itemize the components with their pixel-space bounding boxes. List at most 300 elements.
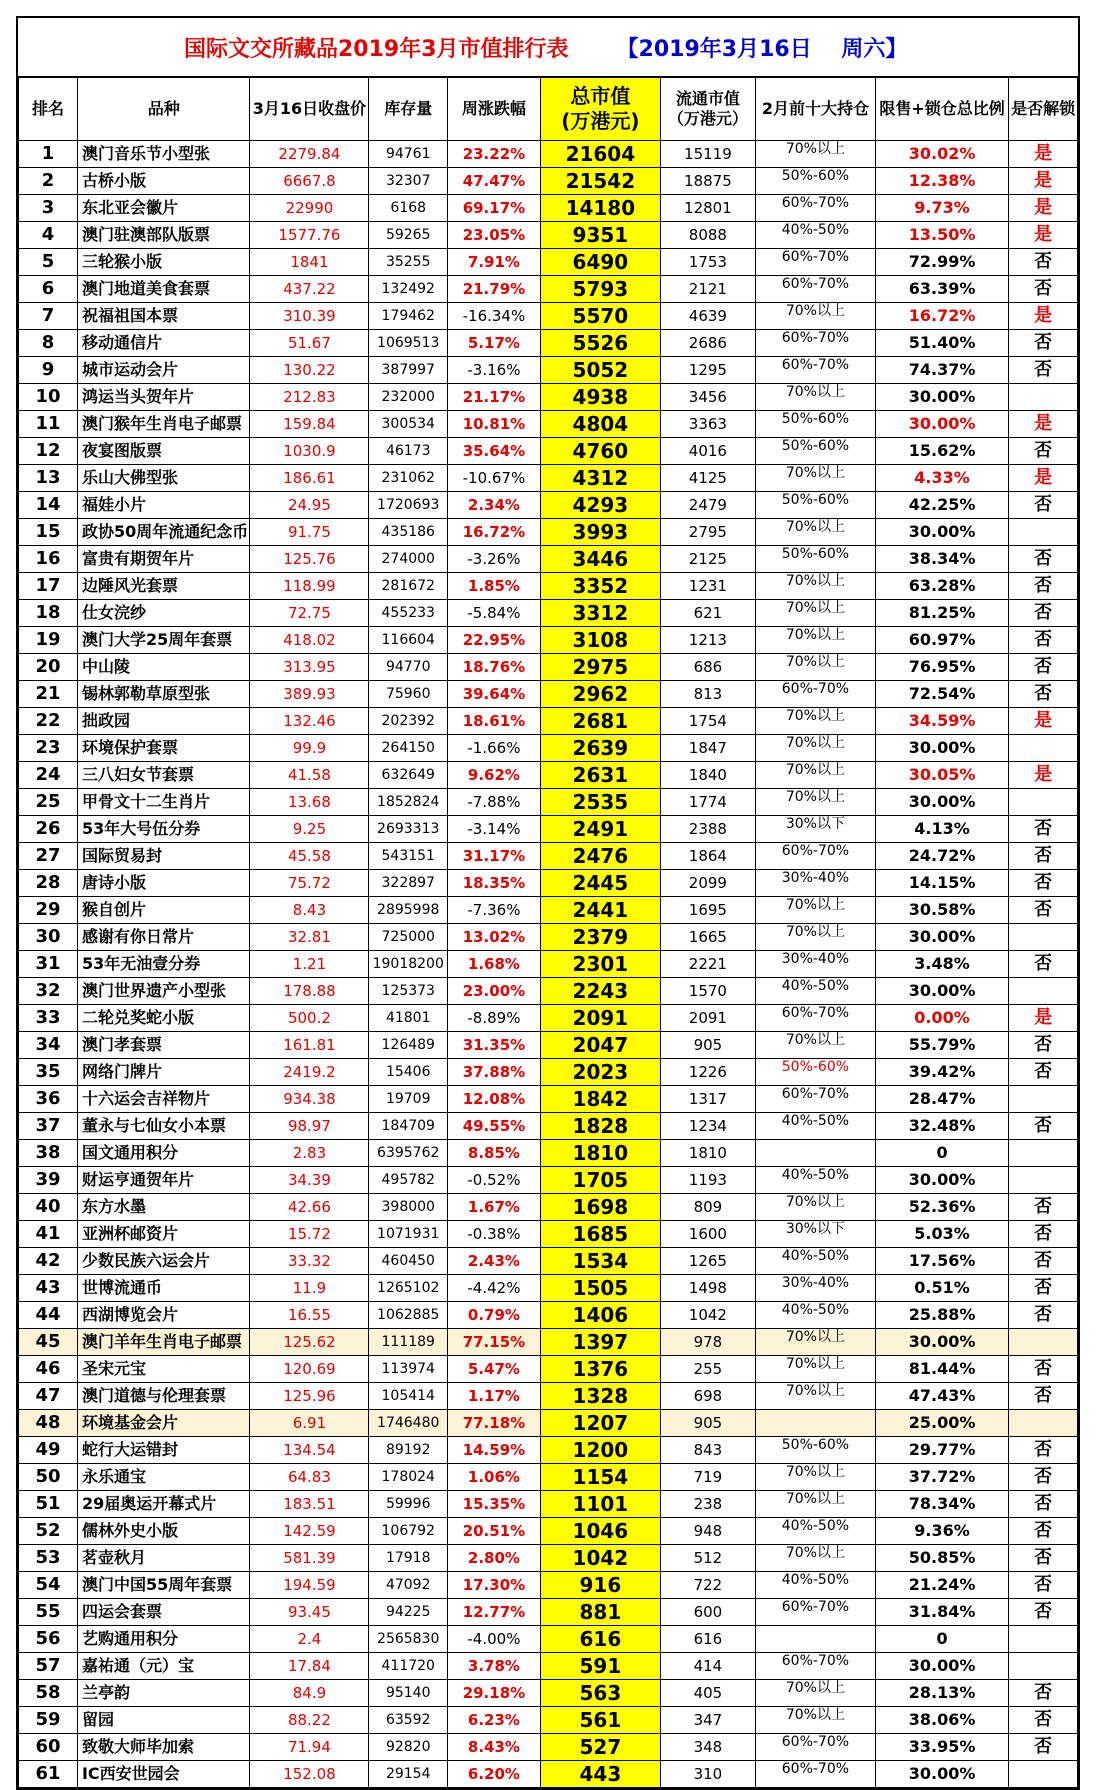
close-price-cell: 33.32 [250, 1248, 369, 1275]
table-row [19, 1410, 1078, 1437]
table-row [19, 681, 1078, 708]
header-row [19, 78, 1078, 141]
top10-holdings-cell: 50%-60% [755, 411, 875, 438]
total-market-value-cell: 1406 [540, 1302, 660, 1329]
circulating-value-cell: 1695 [660, 897, 755, 924]
total-market-value-cell: 527 [540, 1734, 660, 1761]
circulating-value-cell: 1226 [660, 1059, 755, 1086]
unlocked-cell: 否 [1009, 1599, 1078, 1626]
close-price-cell: 71.94 [250, 1734, 369, 1761]
table-row [19, 1599, 1078, 1626]
item-name-cell: 中山陵 [77, 654, 249, 681]
close-price-cell: 418.02 [250, 627, 369, 654]
top10-holdings-cell: 70%以上 [755, 654, 875, 681]
unlocked-cell: 否 [1009, 600, 1078, 627]
stock-cell: 725000 [369, 924, 448, 951]
unlocked-cell: 否 [1009, 276, 1078, 303]
total-market-value-cell: 2047 [540, 1032, 660, 1059]
total-market-value-cell: 5793 [540, 276, 660, 303]
lock-ratio-cell: 32.48% [875, 1113, 1008, 1140]
rank-cell: 55 [19, 1599, 78, 1626]
top10-holdings-cell: 70%以上 [755, 1032, 875, 1059]
circulating-value-cell: 2388 [660, 816, 755, 843]
unlocked-cell: 是 [1009, 168, 1078, 195]
table-row [19, 1086, 1078, 1113]
lock-ratio-cell: 13.50% [875, 222, 1008, 249]
stock-cell: 19018200 [369, 951, 448, 978]
close-price-cell: 51.67 [250, 330, 369, 357]
table-row [19, 357, 1078, 384]
rank-cell: 46 [19, 1356, 78, 1383]
stock-cell: 17918 [369, 1545, 448, 1572]
unlocked-cell: 否 [1009, 330, 1078, 357]
top10-holdings-cell: 70%以上 [755, 519, 875, 546]
rank-cell: 17 [19, 573, 78, 600]
lock-ratio-cell: 17.56% [875, 1248, 1008, 1275]
weekly-change-cell: 23.00% [448, 978, 541, 1005]
item-name-cell: 澳门地道美食套票 [77, 276, 249, 303]
rank-cell: 10 [19, 384, 78, 411]
lock-ratio-cell: 55.79% [875, 1032, 1008, 1059]
rank-cell: 33 [19, 1005, 78, 1032]
total-market-value-cell: 1200 [540, 1437, 660, 1464]
table-row [19, 1437, 1078, 1464]
circulating-value-cell: 4639 [660, 303, 755, 330]
total-market-value-cell: 2962 [540, 681, 660, 708]
weekly-change-cell: 12.77% [448, 1599, 541, 1626]
unlocked-cell: 否 [1009, 1734, 1078, 1761]
top10-holdings-cell: 50%-60% [755, 492, 875, 519]
rank-cell: 52 [19, 1518, 78, 1545]
item-name-cell: 富贵有期贺年片 [77, 546, 249, 573]
table-row [19, 1248, 1078, 1275]
item-name-cell: 澳门猴年生肖电子邮票 [77, 411, 249, 438]
total-market-value-cell: 6490 [540, 249, 660, 276]
stock-cell: 35255 [369, 249, 448, 276]
stock-cell: 232000 [369, 384, 448, 411]
top10-holdings-cell: 50%-60% [755, 546, 875, 573]
close-price-cell: 45.58 [250, 843, 369, 870]
circulating-value-cell: 1774 [660, 789, 755, 816]
circulating-value-cell: 4016 [660, 438, 755, 465]
top10-holdings-cell: 70%以上 [755, 789, 875, 816]
unlocked-cell: 否 [1009, 1032, 1078, 1059]
total-market-value-cell: 3352 [540, 573, 660, 600]
top10-holdings-cell: 40%-50% [755, 1572, 875, 1599]
total-market-value-cell: 2243 [540, 978, 660, 1005]
weekly-change-cell: 0.79% [448, 1302, 541, 1329]
circulating-value-cell: 686 [660, 654, 755, 681]
lock-ratio-cell: 74.37% [875, 357, 1008, 384]
stock-cell: 2895998 [369, 897, 448, 924]
stock-cell: 274000 [369, 546, 448, 573]
table-row [19, 735, 1078, 762]
stock-cell: 41801 [369, 1005, 448, 1032]
rank-cell: 19 [19, 627, 78, 654]
item-name-cell: 唐诗小版 [77, 870, 249, 897]
table-row [19, 627, 1078, 654]
weekly-change-cell: 31.17% [448, 843, 541, 870]
circulating-value-cell: 2121 [660, 276, 755, 303]
lock-ratio-cell: 25.00% [875, 1410, 1008, 1437]
close-price-cell: 8.43 [250, 897, 369, 924]
stock-cell: 202392 [369, 708, 448, 735]
circulating-value-cell: 255 [660, 1356, 755, 1383]
table-row [19, 1707, 1078, 1734]
circulating-value-cell: 3456 [660, 384, 755, 411]
weekly-change-cell: -4.42% [448, 1275, 541, 1302]
top10-holdings-cell: 30%-40% [755, 951, 875, 978]
item-name-cell: 政协50周年流通纪念币 [77, 519, 249, 546]
lock-ratio-cell: 12.38% [875, 168, 1008, 195]
rank-cell: 45 [19, 1329, 78, 1356]
top10-holdings-cell: 70%以上 [755, 465, 875, 492]
rank-cell: 27 [19, 843, 78, 870]
stock-cell: 281672 [369, 573, 448, 600]
top10-holdings-cell: 50%-60% [755, 1437, 875, 1464]
top10-holdings-cell: 60%-70% [755, 195, 875, 222]
lock-ratio-cell: 14.15% [875, 870, 1008, 897]
rank-cell: 8 [19, 330, 78, 357]
weekly-change-cell: 13.02% [448, 924, 541, 951]
weekly-change-cell: 47.47% [448, 168, 541, 195]
rank-cell: 35 [19, 1059, 78, 1086]
rank-cell: 16 [19, 546, 78, 573]
total-market-value-cell: 2639 [540, 735, 660, 762]
unlocked-cell: 否 [1009, 1572, 1078, 1599]
item-name-cell: 夜宴图版票 [77, 438, 249, 465]
header-close-price: 3月16日收盘价 [250, 78, 369, 141]
header-lock-ratio: 限售+锁仓总比例 [875, 78, 1008, 141]
header-unlocked: 是否解锁 [1009, 78, 1078, 141]
item-name-cell: 东方水墨 [77, 1194, 249, 1221]
top10-holdings-cell: 70%以上 [755, 627, 875, 654]
table-row [19, 1545, 1078, 1572]
rank-cell: 13 [19, 465, 78, 492]
table-row [19, 1194, 1078, 1221]
total-market-value-cell: 9351 [540, 222, 660, 249]
table-row [19, 303, 1078, 330]
top10-holdings-cell: 60%-70% [755, 1005, 875, 1032]
stock-cell: 1062885 [369, 1302, 448, 1329]
circulating-value-cell: 1317 [660, 1086, 755, 1113]
weekly-change-cell: 1.85% [448, 573, 541, 600]
top10-holdings-cell: 60%-70% [755, 843, 875, 870]
unlocked-cell: 否 [1009, 546, 1078, 573]
item-name-cell: 福娃小片 [77, 492, 249, 519]
unlocked-cell [1009, 1626, 1078, 1653]
close-price-cell: 313.95 [250, 654, 369, 681]
rank-cell: 1 [19, 141, 78, 168]
weekly-change-cell: 39.64% [448, 681, 541, 708]
top10-holdings-cell: 70%以上 [755, 1680, 875, 1707]
stock-cell: 95140 [369, 1680, 448, 1707]
lock-ratio-cell: 34.59% [875, 708, 1008, 735]
stock-cell: 63592 [369, 1707, 448, 1734]
unlocked-cell [1009, 735, 1078, 762]
lock-ratio-cell: 30.00% [875, 978, 1008, 1005]
weekly-change-cell: 18.35% [448, 870, 541, 897]
total-market-value-cell: 2975 [540, 654, 660, 681]
stock-cell: 411720 [369, 1653, 448, 1680]
table-row [19, 492, 1078, 519]
item-name-cell: 城市运动会片 [77, 357, 249, 384]
table-row [19, 654, 1078, 681]
lock-ratio-cell: 29.77% [875, 1437, 1008, 1464]
circulating-value-cell: 813 [660, 681, 755, 708]
top10-holdings-cell: 70%以上 [755, 1545, 875, 1572]
weekly-change-cell: 8.43% [448, 1734, 541, 1761]
item-name-cell: 乐山大佛型张 [77, 465, 249, 492]
total-market-value-cell: 21604 [540, 141, 660, 168]
unlocked-cell: 是 [1009, 222, 1078, 249]
stock-cell: 75960 [369, 681, 448, 708]
rank-cell: 61 [19, 1761, 78, 1788]
top10-holdings-cell: 70%以上 [755, 1491, 875, 1518]
item-name-cell: 甲骨文十二生肖片 [77, 789, 249, 816]
rank-cell: 23 [19, 735, 78, 762]
stock-cell: 2565830 [369, 1626, 448, 1653]
weekly-change-cell: 69.17% [448, 195, 541, 222]
total-market-value-cell: 1534 [540, 1248, 660, 1275]
table-row [19, 195, 1078, 222]
top10-holdings-cell: 60%-70% [755, 1599, 875, 1626]
weekly-change-cell: 15.35% [448, 1491, 541, 1518]
unlocked-cell: 否 [1009, 843, 1078, 870]
circulating-value-cell: 1753 [660, 249, 755, 276]
lock-ratio-cell: 78.34% [875, 1491, 1008, 1518]
unlocked-cell: 否 [1009, 438, 1078, 465]
stock-cell: 89192 [369, 1437, 448, 1464]
top10-holdings-cell: 40%-50% [755, 1113, 875, 1140]
unlocked-cell [1009, 1086, 1078, 1113]
circulating-value-cell: 1265 [660, 1248, 755, 1275]
item-name-cell: 国文通用积分 [77, 1140, 249, 1167]
item-name-cell: 国际贸易封 [77, 843, 249, 870]
total-market-value-cell: 1842 [540, 1086, 660, 1113]
circulating-value-cell: 1754 [660, 708, 755, 735]
unlocked-cell: 是 [1009, 303, 1078, 330]
close-price-cell: 134.54 [250, 1437, 369, 1464]
table-row [19, 1356, 1078, 1383]
stock-cell: 398000 [369, 1194, 448, 1221]
unlocked-cell: 是 [1009, 465, 1078, 492]
total-market-value-cell: 3312 [540, 600, 660, 627]
total-market-value-cell: 1328 [540, 1383, 660, 1410]
table-row [19, 1653, 1078, 1680]
top10-holdings-cell: 70%以上 [755, 762, 875, 789]
unlocked-cell: 否 [1009, 1248, 1078, 1275]
item-name-cell: 财运亨通贺年片 [77, 1167, 249, 1194]
rank-cell: 49 [19, 1437, 78, 1464]
stock-cell: 264150 [369, 735, 448, 762]
close-price-cell: 75.72 [250, 870, 369, 897]
top10-holdings-cell: 70%以上 [755, 1383, 875, 1410]
lock-ratio-cell: 3.48% [875, 951, 1008, 978]
weekly-change-cell: 21.79% [448, 276, 541, 303]
unlocked-cell: 否 [1009, 681, 1078, 708]
total-market-value-cell: 14180 [540, 195, 660, 222]
table-row [19, 1572, 1078, 1599]
item-name-cell: 澳门音乐节小型张 [77, 141, 249, 168]
weekly-change-cell: 31.35% [448, 1032, 541, 1059]
weekly-change-cell: 23.05% [448, 222, 541, 249]
weekly-change-cell: 20.51% [448, 1518, 541, 1545]
close-price-cell: 389.93 [250, 681, 369, 708]
stock-cell: 1746480 [369, 1410, 448, 1437]
total-market-value-cell: 1698 [540, 1194, 660, 1221]
top10-holdings-cell [755, 1626, 875, 1653]
weekly-change-cell: 21.17% [448, 384, 541, 411]
weekly-change-cell: 14.59% [448, 1437, 541, 1464]
stock-cell: 105414 [369, 1383, 448, 1410]
top10-holdings-cell: 60%-70% [755, 249, 875, 276]
total-market-value-cell: 3108 [540, 627, 660, 654]
rank-cell: 42 [19, 1248, 78, 1275]
item-name-cell: 澳门中国55周年套票 [77, 1572, 249, 1599]
circulating-value-cell: 809 [660, 1194, 755, 1221]
weekly-change-cell: 1.17% [448, 1383, 541, 1410]
stock-cell: 59996 [369, 1491, 448, 1518]
rank-cell: 25 [19, 789, 78, 816]
unlocked-cell [1009, 1653, 1078, 1680]
close-price-cell: 11.9 [250, 1275, 369, 1302]
lock-ratio-cell: 9.36% [875, 1518, 1008, 1545]
unlocked-cell: 否 [1009, 1680, 1078, 1707]
unlocked-cell: 否 [1009, 951, 1078, 978]
unlocked-cell [1009, 1167, 1078, 1194]
circulating-value-cell: 722 [660, 1572, 755, 1599]
close-price-cell: 500.2 [250, 1005, 369, 1032]
item-name-cell: 移动通信片 [77, 330, 249, 357]
rank-cell: 5 [19, 249, 78, 276]
weekly-change-cell: 10.81% [448, 411, 541, 438]
sheet-date: 【2019年3月16日 周六】 [616, 36, 908, 62]
item-name-cell: 边陲风光套票 [77, 573, 249, 600]
unlocked-cell: 否 [1009, 1221, 1078, 1248]
ranking-sheet [16, 16, 1080, 1790]
rank-cell: 30 [19, 924, 78, 951]
circulating-value-cell: 238 [660, 1491, 755, 1518]
header-item: 品种 [77, 78, 249, 141]
total-market-value-cell: 5526 [540, 330, 660, 357]
top10-holdings-cell [755, 1140, 875, 1167]
table-row [19, 465, 1078, 492]
rank-cell: 34 [19, 1032, 78, 1059]
rank-cell: 40 [19, 1194, 78, 1221]
unlocked-cell: 否 [1009, 1437, 1078, 1464]
top10-holdings-cell: 70%以上 [755, 303, 875, 330]
total-market-value-cell: 4804 [540, 411, 660, 438]
top10-holdings-cell: 70%以上 [755, 573, 875, 600]
rank-cell: 31 [19, 951, 78, 978]
circulating-value-cell: 405 [660, 1680, 755, 1707]
weekly-change-cell: 6.23% [448, 1707, 541, 1734]
total-market-value-cell: 2476 [540, 843, 660, 870]
circulating-value-cell: 2099 [660, 870, 755, 897]
close-price-cell: 120.69 [250, 1356, 369, 1383]
table-body [19, 141, 1078, 1788]
weekly-change-cell: 1.06% [448, 1464, 541, 1491]
unlocked-cell: 否 [1009, 654, 1078, 681]
table-row [19, 1302, 1078, 1329]
circulating-value-cell: 948 [660, 1518, 755, 1545]
weekly-change-cell: 2.34% [448, 492, 541, 519]
rank-cell: 51 [19, 1491, 78, 1518]
top10-holdings-cell: 60%-70% [755, 1086, 875, 1113]
item-name-cell: 澳门羊年生肖电子邮票 [77, 1329, 249, 1356]
total-market-value-cell: 443 [540, 1761, 660, 1788]
table-row [19, 816, 1078, 843]
circulating-value-cell: 15119 [660, 141, 755, 168]
total-market-value-cell: 1505 [540, 1275, 660, 1302]
total-market-value-cell: 5052 [540, 357, 660, 384]
item-name-cell: 拙政园 [77, 708, 249, 735]
total-market-value-cell: 1207 [540, 1410, 660, 1437]
unlocked-cell: 否 [1009, 492, 1078, 519]
circulating-value-cell: 698 [660, 1383, 755, 1410]
circulating-value-cell: 1864 [660, 843, 755, 870]
circulating-value-cell: 905 [660, 1410, 755, 1437]
table-row [19, 924, 1078, 951]
circulating-value-cell: 1498 [660, 1275, 755, 1302]
circulating-value-cell: 905 [660, 1032, 755, 1059]
rank-cell: 57 [19, 1653, 78, 1680]
close-price-cell: 2.83 [250, 1140, 369, 1167]
circulating-value-cell: 1295 [660, 357, 755, 384]
total-market-value-cell: 1154 [540, 1464, 660, 1491]
table-row [19, 1329, 1078, 1356]
weekly-change-cell: 12.08% [448, 1086, 541, 1113]
lock-ratio-cell: 30.00% [875, 1761, 1008, 1788]
unlocked-cell: 否 [1009, 1356, 1078, 1383]
rank-cell: 21 [19, 681, 78, 708]
weekly-change-cell: -5.84% [448, 600, 541, 627]
total-market-value-cell: 1828 [540, 1113, 660, 1140]
circulating-value-cell: 348 [660, 1734, 755, 1761]
rank-cell: 3 [19, 195, 78, 222]
item-name-cell: 环境保护套票 [77, 735, 249, 762]
total-market-value-cell: 561 [540, 1707, 660, 1734]
close-price-cell: 41.58 [250, 762, 369, 789]
top10-holdings-cell: 60%-70% [755, 1734, 875, 1761]
item-name-cell: 三轮猴小版 [77, 249, 249, 276]
close-price-cell: 125.96 [250, 1383, 369, 1410]
circulating-value-cell: 1213 [660, 627, 755, 654]
table-row [19, 1383, 1078, 1410]
top10-holdings-cell: 40%-50% [755, 1248, 875, 1275]
table-row [19, 870, 1078, 897]
stock-cell: 106792 [369, 1518, 448, 1545]
top10-holdings-cell: 70%以上 [755, 384, 875, 411]
total-market-value-cell: 2491 [540, 816, 660, 843]
circulating-value-cell: 414 [660, 1653, 755, 1680]
lock-ratio-cell: 28.13% [875, 1680, 1008, 1707]
table-row [19, 438, 1078, 465]
stock-cell: 1852824 [369, 789, 448, 816]
weekly-change-cell: -0.38% [448, 1221, 541, 1248]
stock-cell: 322897 [369, 870, 448, 897]
unlocked-cell: 否 [1009, 1545, 1078, 1572]
stock-cell: 94761 [369, 141, 448, 168]
top10-holdings-cell: 70%以上 [755, 897, 875, 924]
lock-ratio-cell: 30.00% [875, 789, 1008, 816]
item-name-cell: 澳门道德与伦理套票 [77, 1383, 249, 1410]
stock-cell: 178024 [369, 1464, 448, 1491]
lock-ratio-cell: 39.42% [875, 1059, 1008, 1086]
circulating-value-cell: 347 [660, 1707, 755, 1734]
rank-cell: 59 [19, 1707, 78, 1734]
